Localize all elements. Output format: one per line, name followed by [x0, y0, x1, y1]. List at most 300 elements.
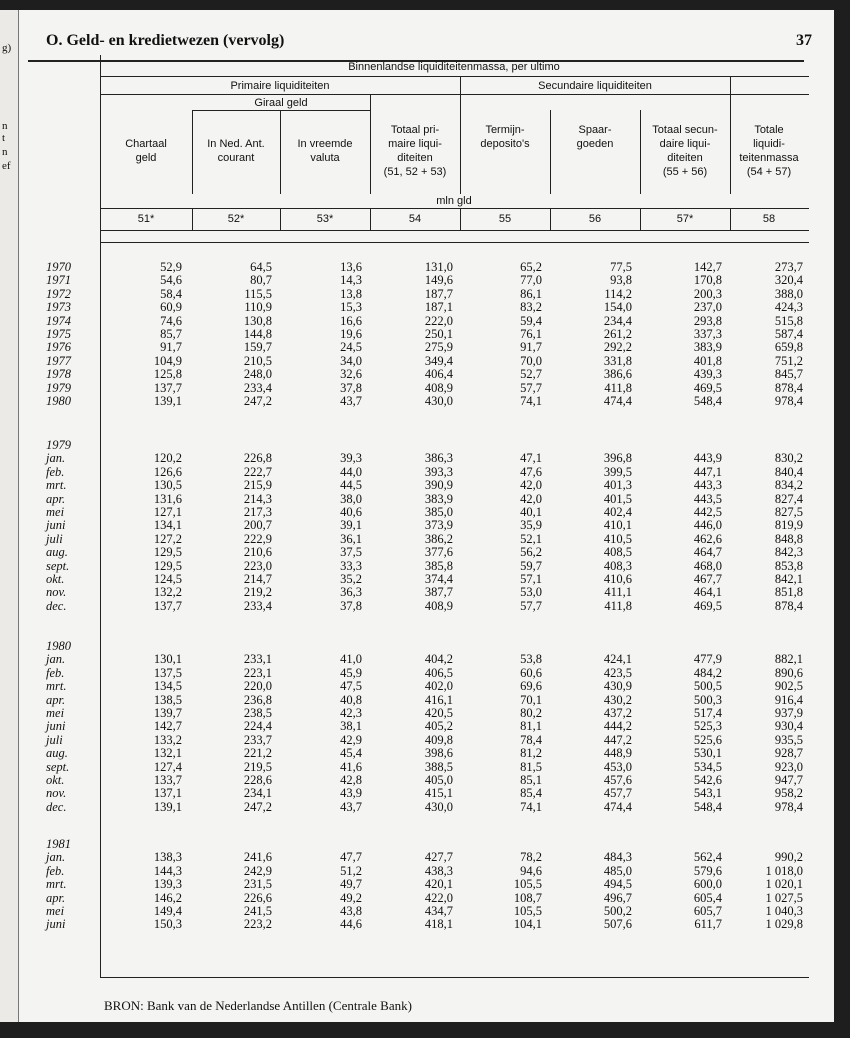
table-cell: 85,1 — [520, 773, 542, 787]
table-cell: 110,9 — [244, 300, 272, 315]
table-cell: 500,2 — [603, 904, 632, 918]
table-cell: 105,5 — [513, 877, 542, 892]
table-cell: 220,0 — [243, 679, 272, 694]
row-label: 1974 — [46, 313, 71, 328]
hrule — [100, 242, 809, 243]
table-cell: 210,6 — [243, 545, 272, 560]
row-label: jan. — [46, 652, 66, 667]
table-cell: 42,3 — [340, 706, 362, 720]
table-cell: 14,3 — [340, 273, 362, 288]
document-page — [0, 10, 834, 1022]
table-cell: 137,1 — [153, 786, 182, 801]
table-cell: 408,3 — [603, 558, 632, 573]
table-cell: 410,1 — [603, 518, 632, 533]
table-cell: 467,7 — [693, 572, 722, 586]
table-cell: 273,7 — [774, 260, 803, 274]
table-cell: 115,5 — [244, 286, 272, 301]
table-cell: 45,9 — [340, 665, 362, 680]
table-cell: 134,1 — [153, 518, 182, 533]
table-cell: 34,0 — [340, 353, 362, 368]
table-cell: 35,2 — [340, 572, 362, 586]
row-label: juni — [46, 917, 66, 932]
table-cell: 144,3 — [153, 863, 182, 878]
table-cell: 36,1 — [340, 531, 362, 546]
table-cell: 74,1 — [520, 394, 542, 408]
table-cell: 443,3 — [693, 478, 722, 493]
table-cell: 139,1 — [153, 394, 182, 408]
table-cell: 127,2 — [153, 531, 182, 546]
header-primaire: Primaire liquiditeiten — [230, 80, 330, 92]
table-cell: 234,1 — [243, 786, 272, 801]
column-header-line: (55 + 56) — [662, 166, 708, 178]
table-cell: 47,5 — [340, 679, 362, 694]
table-cell: 39,3 — [340, 451, 362, 466]
table-cell: 159,7 — [243, 340, 272, 355]
table-cell: 444,2 — [603, 719, 632, 734]
table-cell: 878,4 — [774, 380, 803, 395]
table-cell: 40,1 — [520, 505, 542, 519]
table-cell: 275,9 — [424, 340, 453, 355]
row-label: 1978 — [46, 367, 71, 382]
table-cell: 74,1 — [520, 799, 542, 814]
unit-label: mln gld — [436, 195, 472, 207]
table-cell: 187,1 — [424, 300, 453, 315]
table-cell: 387,7 — [424, 585, 453, 600]
table-cell: 77,0 — [520, 273, 542, 288]
table-cell: 420,5 — [424, 706, 453, 720]
table-cell: 385,0 — [424, 505, 453, 519]
table-cell: 292,2 — [603, 340, 632, 355]
table-cell: 74,6 — [160, 313, 182, 328]
table-cell: 430,0 — [424, 799, 453, 814]
table-cell: 385,8 — [424, 558, 453, 573]
table-cell: 144,8 — [243, 327, 272, 341]
column-header-line: valuta — [310, 152, 340, 164]
table-cell: 24,5 — [340, 340, 362, 355]
row-label: apr. — [46, 890, 66, 905]
table-cell: 133,2 — [153, 732, 182, 747]
table-cell: 349,4 — [424, 353, 453, 368]
table-cell: 219,5 — [243, 759, 272, 774]
row-label: okt. — [46, 773, 65, 787]
row-label: apr. — [46, 491, 66, 506]
column-number: 55 — [498, 213, 512, 225]
table-bottom-rule — [100, 977, 809, 978]
table-cell: 587,4 — [774, 327, 803, 341]
table-cell: 408,9 — [424, 380, 453, 395]
table-cell: 848,8 — [774, 531, 803, 546]
table-cell: 842,1 — [774, 572, 803, 586]
table-cell: 500,5 — [693, 679, 722, 694]
column-header-line: In vreemde — [297, 138, 353, 150]
table-cell: 138,3 — [153, 850, 182, 865]
table-cell: 41,6 — [340, 759, 362, 774]
table-cell: 447,2 — [603, 732, 632, 747]
table-cell: 53,0 — [520, 585, 542, 600]
table-cell: 81,1 — [520, 719, 542, 734]
page-title: O. Geld- en kredietwezen (vervolg) — [46, 32, 285, 49]
table-cell: 57,7 — [520, 598, 542, 613]
table-cell: 81,2 — [520, 746, 542, 761]
table-cell: 137,7 — [153, 380, 182, 395]
table-cell: 60,9 — [160, 300, 182, 315]
table-cell: 42,0 — [520, 478, 542, 493]
column-number: 56 — [588, 213, 602, 225]
table-cell: 416,1 — [424, 692, 453, 707]
table-cell: 530,1 — [693, 746, 722, 761]
table-cell: 43,8 — [340, 904, 362, 918]
table-cell: 469,5 — [693, 598, 722, 613]
row-label: okt. — [46, 572, 65, 586]
table-cell: 902,5 — [774, 679, 803, 694]
table-cell: 224,4 — [243, 719, 272, 734]
table-cell: 149,6 — [424, 273, 453, 288]
row-label: mrt. — [46, 877, 67, 892]
column-header-line: teitenmassa — [739, 152, 799, 164]
table-cell: 845,7 — [774, 367, 803, 382]
table-cell: 226,8 — [243, 451, 272, 466]
table-cell: 139,7 — [153, 706, 182, 720]
column-number: 52* — [227, 213, 245, 225]
table-cell: 916,4 — [774, 692, 803, 707]
table-cell: 222,7 — [243, 464, 272, 479]
table-cell: 401,3 — [603, 478, 632, 493]
table-cell: 453,0 — [603, 759, 632, 774]
table-cell: 85,4 — [520, 786, 542, 801]
table-cell: 990,2 — [774, 850, 803, 865]
table-cell: 386,3 — [424, 451, 453, 466]
column-header-line: Spaar- — [578, 124, 612, 136]
table-cell: 496,7 — [603, 890, 632, 905]
table-cell: 78,4 — [520, 732, 542, 747]
table-cell: 468,0 — [693, 558, 722, 573]
table-cell: 132,2 — [153, 585, 182, 600]
row-label: sept. — [46, 759, 70, 774]
hrule — [100, 94, 809, 95]
table-cell: 408,9 — [424, 598, 453, 613]
header-top: Binnenlandse liquiditeitenmassa, per ultimo — [348, 61, 560, 73]
row-label: mrt. — [46, 679, 67, 694]
table-cell: 611,7 — [694, 917, 722, 932]
table-cell: 233,7 — [243, 732, 272, 747]
source-note: BRON: Bank van de Nederlandse Antillen (Centrale Bank) — [104, 998, 412, 1013]
table-cell: 827,5 — [774, 505, 803, 519]
table-cell: 133,7 — [153, 773, 182, 787]
table-cell: 56,2 — [520, 545, 542, 560]
table-cell: 373,9 — [424, 518, 453, 533]
table-cell: 78,2 — [520, 850, 542, 865]
table-cell: 44,0 — [340, 464, 362, 479]
table-cell: 129,5 — [153, 545, 182, 560]
column-header-line: goeden — [576, 138, 614, 150]
table-cell: 494,5 — [603, 877, 632, 892]
table-cell: 500,3 — [693, 692, 722, 707]
table-cell: 517,4 — [693, 706, 722, 720]
table-cell: 477,9 — [693, 652, 722, 667]
column-header-line: daire liqui- — [659, 138, 711, 150]
table-cell: 388,5 — [424, 759, 453, 774]
table-cell: 430,2 — [603, 692, 632, 707]
table-cell: 105,5 — [513, 904, 542, 918]
table-cell: 223,0 — [243, 558, 272, 573]
table-cell: 409,8 — [424, 732, 453, 747]
row-label: juli — [46, 531, 63, 546]
table-cell: 935,5 — [774, 732, 803, 747]
table-cell: 430,0 — [424, 394, 453, 408]
table-cell: 930,4 — [774, 719, 803, 734]
table-cell: 43,9 — [340, 786, 362, 801]
table-cell: 33,3 — [340, 558, 362, 573]
table-cell: 241,5 — [243, 904, 272, 918]
row-label: jan. — [46, 451, 66, 466]
column-header-line: diteiten — [667, 152, 703, 164]
table-cell: 127,4 — [153, 759, 182, 774]
row-label: nov. — [46, 786, 67, 801]
table-cell: 420,1 — [424, 877, 453, 892]
table-cell: 579,6 — [693, 863, 722, 878]
table-cell: 386,6 — [603, 367, 632, 382]
table-cell: 484,2 — [693, 665, 722, 680]
table-cell: 132,1 — [153, 746, 182, 761]
table-cell: 331,8 — [603, 353, 632, 368]
table-cell: 525,6 — [693, 732, 722, 747]
column-header-line: (51, 52 + 53) — [383, 166, 447, 178]
table-cell: 484,3 — [603, 850, 632, 865]
row-label: 1977 — [46, 353, 71, 368]
table-cell: 548,4 — [693, 799, 722, 814]
table-cell: 42,9 — [340, 732, 362, 747]
table-cell: 53,8 — [520, 652, 542, 667]
table-cell: 40,8 — [340, 692, 362, 707]
table-cell: 222,0 — [424, 313, 453, 328]
row-label: aug. — [46, 746, 68, 761]
table-cell: 878,4 — [774, 598, 803, 613]
table-cell: 131,6 — [153, 491, 182, 506]
table-cell: 52,9 — [160, 260, 182, 274]
table-cell: 401,8 — [693, 353, 722, 368]
spine-letter: g) — [2, 42, 12, 54]
table-cell: 978,4 — [774, 394, 803, 408]
row-label: 1980 — [46, 394, 71, 408]
table-cell: 827,4 — [774, 491, 803, 506]
table-cell: 142,7 — [693, 260, 722, 274]
table-cell: 443,9 — [693, 451, 722, 466]
column-header-line: Totaal pri- — [390, 124, 440, 136]
table-cell: 247,2 — [243, 394, 272, 408]
row-label: juni — [46, 719, 66, 734]
hrule — [100, 230, 809, 231]
table-cell: 237,0 — [693, 300, 722, 315]
table-cell: 605,4 — [693, 890, 722, 905]
table-cell: 600,0 — [693, 877, 722, 892]
table-cell: 214,7 — [243, 572, 272, 586]
table-cell: 226,6 — [243, 890, 272, 905]
table-cell: 104,9 — [153, 353, 182, 368]
table-cell: 13,6 — [340, 260, 362, 274]
table-cell: 393,3 — [424, 464, 453, 479]
table-cell: 234,4 — [603, 313, 632, 328]
table-cell: 137,7 — [153, 598, 182, 613]
column-header-line: geld — [135, 152, 157, 164]
column-number: 58 — [762, 213, 776, 225]
table-cell: 52,7 — [520, 367, 542, 382]
table-cell: 59,7 — [520, 558, 542, 573]
table-cell: 415,1 — [424, 786, 453, 801]
table-cell: 49,2 — [340, 890, 362, 905]
hrule — [100, 208, 809, 209]
table-cell: 396,8 — [603, 451, 632, 466]
table-cell: 423,5 — [603, 665, 632, 680]
table-cell: 54,6 — [160, 273, 182, 288]
table-cell: 37,5 — [340, 545, 362, 560]
table-cell: 515,8 — [774, 313, 803, 328]
row-label: apr. — [46, 692, 66, 707]
table-cell: 250,1 — [424, 327, 453, 341]
table-cell: 64,5 — [250, 260, 272, 274]
table-cell: 59,4 — [520, 313, 542, 328]
table-cell: 233,4 — [243, 598, 272, 613]
table-cell: 52,1 — [520, 531, 542, 546]
table-cell: 751,2 — [774, 353, 803, 368]
table-cell: 45,4 — [340, 746, 362, 761]
table-cell: 150,3 — [153, 917, 182, 932]
table-cell: 1 020,1 — [765, 877, 803, 892]
table-cell: 221,2 — [243, 746, 272, 761]
table-cell: 443,5 — [693, 491, 722, 506]
table-cell: 383,9 — [693, 340, 722, 355]
table-cell: 43,7 — [340, 394, 362, 408]
column-header-line: Totaal secun- — [652, 124, 718, 136]
table-cell: 13,8 — [340, 286, 362, 301]
row-label: feb. — [46, 464, 65, 479]
table-cell: 242,9 — [243, 863, 272, 878]
column-header-line: diteiten — [397, 152, 433, 164]
table-cell: 464,1 — [693, 585, 722, 600]
table-cell: 410,5 — [603, 531, 632, 546]
table-cell: 40,6 — [340, 505, 362, 519]
table-cell: 139,3 — [153, 877, 182, 892]
table-cell: 233,4 — [243, 380, 272, 395]
table-cell: 70,1 — [520, 692, 542, 707]
table-cell: 16,6 — [340, 313, 362, 328]
table-cell: 411,8 — [604, 598, 632, 613]
table-cell: 44,5 — [340, 478, 362, 493]
table-cell: 834,2 — [774, 478, 803, 493]
table-cell: 37,8 — [340, 598, 362, 613]
table-cell: 320,4 — [774, 273, 803, 288]
table-cell: 210,5 — [243, 353, 272, 368]
table-cell: 85,7 — [160, 327, 182, 341]
table-cell: 94,6 — [520, 863, 542, 878]
hrule — [100, 76, 809, 77]
table-cell: 86,1 — [520, 286, 542, 301]
table-cell: 120,2 — [153, 451, 182, 466]
table-cell: 411,8 — [604, 380, 632, 395]
table-cell: 424,3 — [774, 300, 803, 315]
table-cell: 146,2 — [153, 890, 182, 905]
table-cell: 58,4 — [160, 286, 182, 301]
table-cell: 38,1 — [340, 719, 362, 734]
table-cell: 47,1 — [520, 451, 542, 466]
column-header-line: Termijn- — [485, 124, 525, 136]
spine-letter: n — [2, 120, 8, 132]
table-cell: 80,2 — [520, 706, 542, 720]
table-cell: 69,6 — [520, 679, 542, 694]
row-label: 1975 — [46, 327, 71, 341]
table-cell: 42,8 — [340, 773, 362, 787]
row-label: 1979 — [46, 438, 71, 452]
table-cell: 958,2 — [774, 786, 803, 801]
table-cell: 127,1 — [153, 505, 182, 519]
table-cell: 60,6 — [520, 665, 542, 680]
table-cell: 233,1 — [243, 652, 272, 667]
row-label: 1976 — [46, 340, 71, 355]
row-label: juni — [46, 518, 66, 533]
table-cell: 398,6 — [424, 746, 453, 761]
table-cell: 548,4 — [693, 394, 722, 408]
table-cell: 377,6 — [424, 545, 453, 560]
table-cell: 170,8 — [693, 273, 722, 288]
table-cell: 474,4 — [603, 799, 632, 814]
column-header-line: (54 + 57) — [746, 166, 792, 178]
row-label: feb. — [46, 665, 65, 680]
table-cell: 427,7 — [424, 850, 453, 865]
spine-letter: n — [2, 146, 8, 158]
table-cell: 448,9 — [603, 746, 632, 761]
column-header-line: courant — [217, 152, 255, 164]
table-cell: 442,5 — [693, 505, 722, 519]
table-cell: 337,3 — [693, 327, 722, 341]
spine-letter: ef — [2, 160, 11, 172]
table-cell: 238,5 — [243, 706, 272, 720]
table-cell: 76,1 — [520, 327, 542, 341]
table-cell: 81,5 — [520, 759, 542, 774]
table-cell: 47,6 — [520, 464, 542, 479]
table-cell: 44,6 — [340, 917, 362, 932]
table-cell: 154,0 — [603, 300, 632, 315]
column-header-line: In Ned. Ant. — [207, 138, 265, 150]
table-cell: 134,5 — [153, 679, 182, 694]
table-cell: 228,6 — [243, 773, 272, 787]
table-cell: 43,7 — [340, 799, 362, 814]
row-label: 1980 — [46, 639, 71, 653]
table-cell: 126,6 — [153, 464, 182, 479]
table-cell: 437,2 — [603, 706, 632, 720]
table-cell: 401,5 — [603, 491, 632, 506]
row-label: sept. — [46, 558, 70, 573]
table-cell: 125,8 — [153, 367, 182, 382]
table-cell: 41,0 — [340, 652, 362, 667]
table-cell: 819,9 — [774, 518, 803, 533]
table-cell: 142,7 — [153, 719, 182, 734]
table-cell: 947,7 — [774, 773, 803, 787]
row-label: 1973 — [46, 300, 71, 315]
table-cell: 108,7 — [513, 890, 542, 905]
table-cell: 139,1 — [153, 799, 182, 814]
table-cell: 231,5 — [243, 877, 272, 892]
table-cell: 1 018,0 — [765, 863, 803, 878]
table-cell: 424,1 — [603, 652, 632, 667]
table-cell: 890,6 — [774, 665, 803, 680]
table-cell: 469,5 — [693, 380, 722, 395]
table-cell: 149,4 — [153, 904, 182, 918]
table-cell: 38,0 — [340, 491, 362, 506]
hrule — [192, 110, 370, 111]
table-cell: 659,8 — [774, 340, 803, 355]
table-cell: 114,2 — [604, 286, 632, 301]
row-label: jan. — [46, 850, 66, 865]
row-label: 1979 — [46, 380, 71, 395]
